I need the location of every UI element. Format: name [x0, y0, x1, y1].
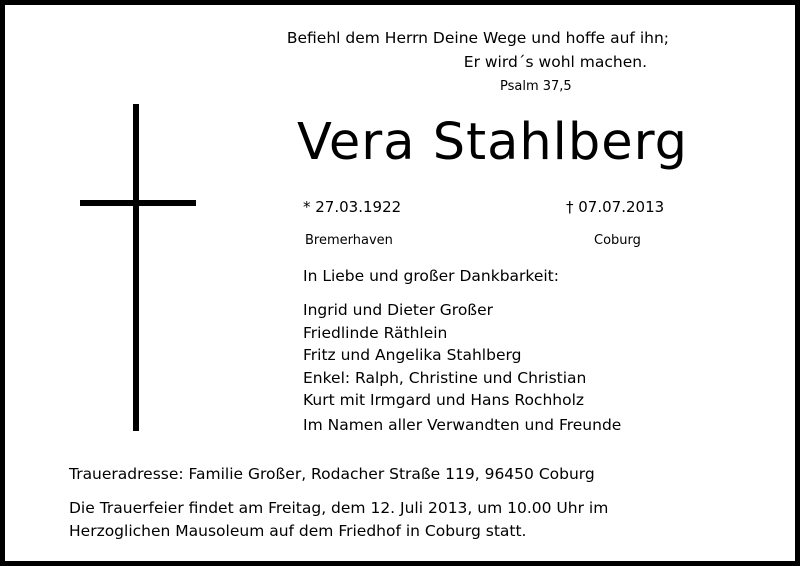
mourner-entry: Fritz und Angelika Stahlberg [303, 346, 522, 364]
verse-line-1: Befiehl dem Herrn Deine Wege und hoffe auf ihn; [286, 29, 669, 47]
verse-line-2: Er wird´s wohl machen. [463, 53, 647, 71]
verse-source: Psalm 37,5 [500, 79, 572, 94]
bible-verse [287, 26, 669, 74]
mourner-entry: Kurt mit Irmgard und Hans Rochholz [303, 391, 585, 409]
deceased-name: Vera Stahlberg [297, 113, 689, 172]
mourner-entry: Enkel: Ralph, Christine und Christian [303, 368, 587, 387]
ceremony-line-1: Die Trauerfeier findet am Freitag, dem 12. Juli 2013, um 10.00 Uhr im [69, 499, 609, 517]
death-date: † 07.07.2013 [566, 198, 665, 216]
ceremony-line-2: Herzoglichen Mausoleum auf dem Friedhof in Coburg statt. [69, 521, 527, 540]
birth-place: Bremerhaven [305, 233, 393, 248]
funeral-ceremony-info [69, 497, 608, 542]
mourner-entry: Friedlinde Räthlein [303, 323, 448, 342]
death-place: Coburg [594, 233, 641, 248]
birth-date: * 27.03.1922 [303, 198, 402, 216]
mourning-intro: In Liebe und großer Dankbarkeit: [303, 267, 559, 285]
mourners-list [303, 299, 586, 412]
mourner-entry: Ingrid und Dieter Großer [303, 301, 493, 319]
cross-vertical-beam [133, 104, 139, 431]
mourning-closing: Im Namen aller Verwandten und Freunde [303, 416, 622, 434]
mourning-address: Traueradresse: Familie Großer, Rodacher Straße 119, 96450 Coburg [69, 465, 595, 483]
cross-horizontal-beam [80, 200, 196, 206]
